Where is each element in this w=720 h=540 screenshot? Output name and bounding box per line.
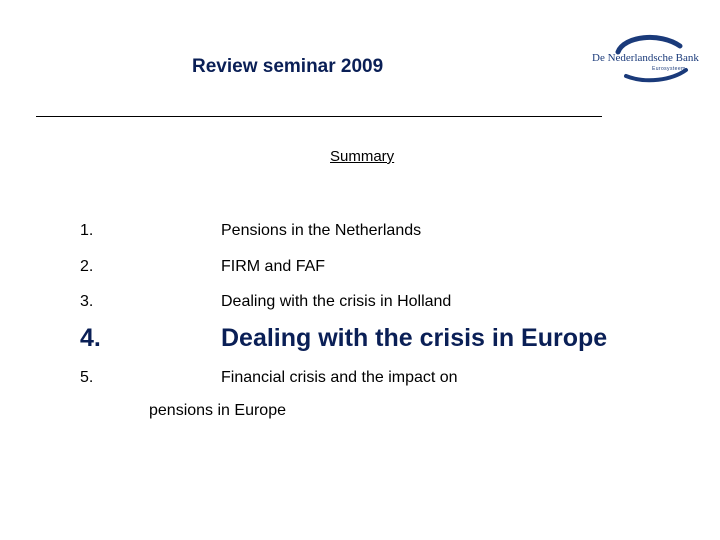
agenda-item-number: 1. [80, 222, 94, 239]
logo-subtitle: Eurosysteem [652, 66, 686, 72]
agenda-item-number: 3. [80, 293, 94, 310]
agenda-item-number: 5. [80, 369, 94, 386]
section-title: Summary [330, 148, 395, 165]
title-divider [36, 116, 602, 117]
agenda-item-text: FIRM and FAF [221, 258, 326, 275]
agenda-item-text: Financial crisis and the impact on [221, 369, 458, 386]
agenda-item-number: 2. [80, 258, 94, 275]
agenda-item-text: Pensions in the Netherlands [221, 222, 422, 239]
dnb-logo [588, 32, 700, 84]
agenda-item-number: 4. [80, 324, 101, 352]
agenda-item-text-continuation: pensions in Europe [149, 402, 286, 419]
agenda-item-text: Dealing with the crisis in Holland [221, 293, 452, 310]
logo-name: De Nederlandsche Bank [592, 52, 699, 64]
slide-title: Review seminar 2009 [192, 56, 384, 77]
agenda-item-text: Dealing with the crisis in Europe [221, 324, 608, 352]
